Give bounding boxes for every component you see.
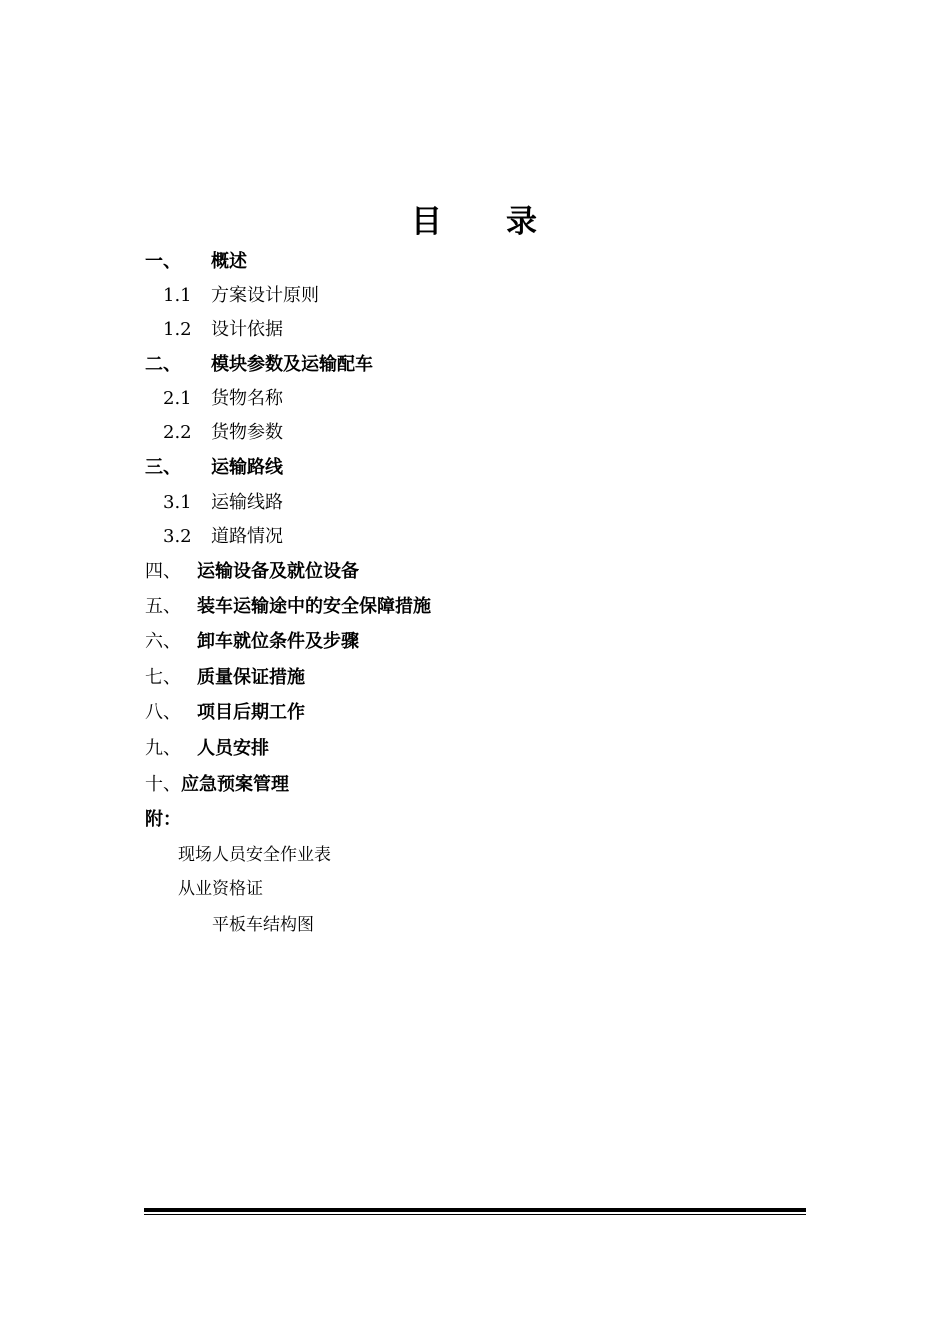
toc-entry-number: 五、 [145,596,181,617]
toc-entry-1-1[interactable] [163,284,319,308]
toc-entry-2-2[interactable] [163,421,283,445]
appendix-label: 附： [145,809,181,830]
toc-entry-label: 卸车就位条件及步骤 [197,631,359,652]
toc-entry-label: 应急预案管理 [181,774,289,795]
toc-title-right: 录 [506,204,539,240]
toc-entry-number: 六、 [145,631,181,652]
toc-entry-3[interactable] [145,456,283,480]
footer-rule-thin [144,1214,806,1215]
toc-entry-label: 质量保证措施 [197,667,305,688]
toc-entry-label: 项目后期工作 [197,702,305,723]
toc-entry-6[interactable] [145,630,359,654]
toc-entry-label: 人员安排 [197,738,269,759]
toc-entry-label: 装车运输途中的安全保障措施 [197,596,431,617]
toc-entry-number: 九、 [145,738,181,759]
toc-entry-label: 道路情况 [211,526,283,547]
toc-entry-3-2[interactable] [163,525,283,549]
toc-entry-label: 货物参数 [211,422,283,443]
toc-entry-3-1[interactable] [163,491,283,515]
toc-entry-number: 3.1 [163,492,192,513]
toc-title-left: 目 [411,204,444,240]
toc-entry-number: 2.2 [163,422,192,443]
appendix-item[interactable]: 从业资格证 [178,879,263,899]
toc-entry-label: 运输路线 [211,457,283,478]
toc-entry-number: 1.2 [163,319,192,340]
toc-entry-1[interactable] [145,250,247,274]
toc-entry-number: 三、 [145,457,181,478]
toc-entry-10[interactable] [145,773,289,797]
toc-entry-5[interactable] [145,595,431,619]
toc-entry-label: 方案设计原则 [211,285,319,306]
toc-title [0,200,950,244]
toc-entry-4[interactable] [145,560,359,584]
toc-entry-9[interactable] [145,737,269,761]
toc-entry-label: 概述 [211,251,247,272]
toc-entry-number: 1.1 [163,285,192,306]
toc-entry-8[interactable] [145,701,305,725]
toc-entry-number: 3.2 [163,526,192,547]
footer-rule-thick [144,1208,806,1212]
toc-entry-label: 模块参数及运输配车 [211,354,373,375]
toc-entry-label: 货物名称 [211,388,283,409]
toc-entry-label: 设计依据 [211,319,283,340]
toc-entry-2-1[interactable] [163,387,283,411]
toc-entry-7[interactable] [145,666,305,690]
toc-entry-number: 四、 [145,561,181,582]
toc-entry-1-2[interactable] [163,318,283,342]
toc-entry-number: 二、 [145,354,181,375]
toc-entry-number: 八、 [145,702,181,723]
toc-entry-2[interactable] [145,353,373,377]
toc-entry-label: 运输线路 [211,492,283,513]
toc-entry-number: 七、 [145,667,181,688]
toc-entry-number: 十、 [145,774,181,795]
toc-entry-number: 一、 [145,251,181,272]
toc-entry-label: 运输设备及就位设备 [197,561,359,582]
appendix-item[interactable]: 现场人员安全作业表 [178,845,331,865]
toc-entry-number: 2.1 [163,388,192,409]
appendix-item[interactable]: 平板车结构图 [212,915,314,935]
